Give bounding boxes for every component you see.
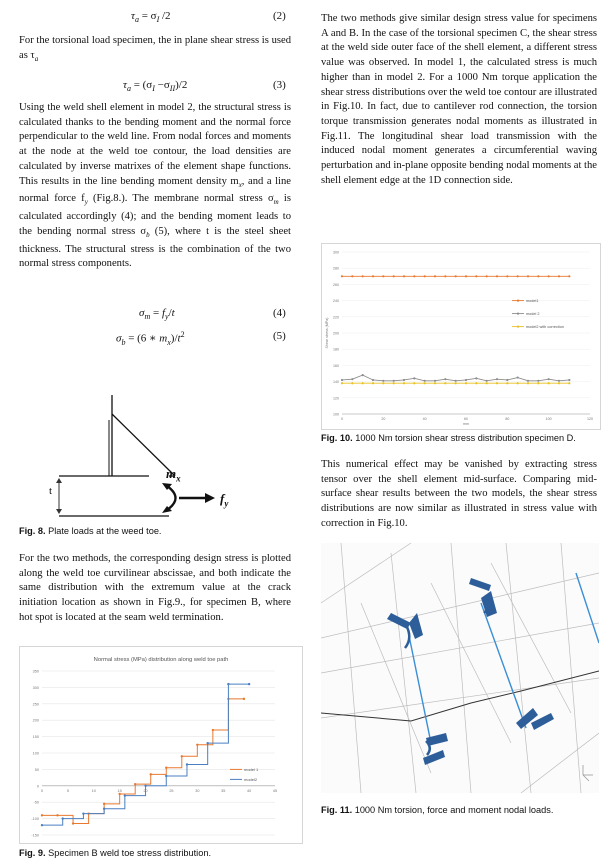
x-tick-label: 20 xyxy=(381,417,386,421)
data-point xyxy=(486,380,488,382)
data-point xyxy=(486,275,488,277)
paragraph: For the torsional load specimen, the in plane shear stress is used as $\tau_a$ xyxy=(19,35,291,63)
y-tick-label: -150 xyxy=(31,833,39,838)
x-tick-label: 0 xyxy=(40,788,44,793)
data-point xyxy=(362,374,364,376)
data-point xyxy=(424,275,426,277)
fig11-mesh-image xyxy=(321,543,599,793)
data-point xyxy=(537,380,539,382)
data-point xyxy=(181,755,183,757)
data-point xyxy=(517,382,519,384)
paragraph: Using the weld shell element in model 2, the structural stress is calculated thanks to the bending moment and the normal force perpendicular to the weld line. From nodal forces and moments at the node at the weld toe contour, the load densities are calculated by inverse matrixes of the element shape functions. This results in the line bending moment density $m_x$, and a line normal force $f_y$ (Fig.8.). The membrane normal stress $\sigma_m$ is calculated accordingly (4); and the bending moment leads to the bending normal stress $\sigma_b$ (5), where t is the steel sheet thickness. The structural stress is the combination of the two normal stress components. xyxy=(19,102,291,270)
data-point xyxy=(527,275,529,277)
data-point xyxy=(82,812,84,814)
paragraph: For the two methods, the corresponding design stress is plotted along the weld toe curvilinear abscissae, and both indicate the same distribution with the extremum value at the crack initiation location as shown in Fig.9., for specimen B, where hot spot is located at the seam weld termination. xyxy=(19,553,291,623)
y-tick-label: 220 xyxy=(333,315,339,320)
data-point xyxy=(56,814,58,816)
legend-label: model 1 xyxy=(244,766,259,772)
fig8-fy-label: $f_y$ xyxy=(220,491,229,509)
data-point xyxy=(227,683,229,685)
data-point xyxy=(72,822,74,824)
data-point xyxy=(393,382,395,384)
y-tick-label: 50 xyxy=(34,767,39,772)
data-point xyxy=(393,275,395,277)
y-tick-label: 100 xyxy=(333,412,339,417)
legend-marker xyxy=(517,326,519,328)
y-tick-label: 260 xyxy=(333,282,339,287)
y-tick-label: 240 xyxy=(333,299,339,304)
data-point xyxy=(372,275,374,277)
data-point xyxy=(341,382,343,384)
data-point xyxy=(517,275,519,277)
x-tick-label: 60 xyxy=(464,417,468,421)
data-point xyxy=(382,382,384,384)
data-point xyxy=(134,783,136,785)
y-tick-label: 200 xyxy=(32,718,39,723)
fig8-caption: Fig. 8. Plate loads at the weed toe. xyxy=(19,526,162,536)
y-tick-label: 120 xyxy=(333,396,339,401)
data-point xyxy=(124,794,126,796)
y-tick-label: 300 xyxy=(333,250,339,255)
legend-label: model2 xyxy=(244,776,258,782)
data-point xyxy=(341,275,343,277)
x-tick-label: 15 xyxy=(117,788,122,793)
data-point xyxy=(496,378,498,380)
data-point xyxy=(496,382,498,384)
x-tick-label: 40 xyxy=(422,417,427,421)
y-tick-label: 280 xyxy=(333,266,339,271)
legend-marker xyxy=(517,300,519,302)
fig9-chart xyxy=(19,646,303,844)
data-point xyxy=(475,275,477,277)
paragraph: The two methods give similar design stress value for specimens A and B. In the case of the torsional specimen C, the shear stress at the weld side outer face of the shell element, a different stress value was observed. In model 1, the calculated stress is much higher than in model 2. For a 1000 Nm torque application the shear stress distributions over the weld toe contour are illustrated in Fig.10. In fact, due to cantilever rod connection, the torsion torque transmission generates nodal moments as illustrated in Fig.11. The longitudinal shear load transmission with the induced nodal moment generates a circumferential waving perturbation and in-plane opposite bending nodal moments at the shell element edge at the 1D connection side. xyxy=(321,13,597,186)
x-tick-label: 25 xyxy=(169,788,174,793)
y-tick-label: 300 xyxy=(32,685,39,690)
fig10-chart xyxy=(321,243,601,430)
data-point xyxy=(341,379,343,381)
data-point xyxy=(568,275,570,277)
data-point xyxy=(413,382,415,384)
data-point xyxy=(206,742,208,744)
equation-4-number: (4) xyxy=(273,307,286,319)
equation-3-number: (3) xyxy=(273,79,286,91)
data-point xyxy=(424,380,426,382)
x-tick-label: 0 xyxy=(341,417,343,421)
data-point xyxy=(527,382,529,384)
data-point xyxy=(248,683,250,685)
data-point xyxy=(382,380,384,382)
data-point xyxy=(351,378,353,380)
data-point xyxy=(212,729,214,731)
fig9-title: Normal stress (MPa) distribution along weld toe path xyxy=(93,657,229,663)
x-tick-label: 40 xyxy=(246,788,252,793)
data-point xyxy=(444,382,446,384)
data-point xyxy=(486,382,488,384)
x-tick-label: 80 xyxy=(505,417,510,421)
data-point xyxy=(372,379,374,381)
x-tick-label: 120 xyxy=(587,417,593,421)
legend-label: model 2 xyxy=(526,312,540,317)
x-tick-label: 10 xyxy=(91,788,96,793)
data-point xyxy=(118,793,120,795)
data-point xyxy=(424,382,426,384)
data-point xyxy=(434,382,436,384)
data-point xyxy=(506,275,508,277)
y-tick-label: 150 xyxy=(32,735,39,740)
data-point xyxy=(351,275,353,277)
data-point xyxy=(475,377,477,379)
data-point xyxy=(186,763,188,765)
x-tick-label: 100 xyxy=(545,417,552,421)
data-point xyxy=(165,775,167,777)
fig11-caption: Fig. 11. 1000 Nm torsion, force and moment nodal loads. xyxy=(321,805,554,815)
data-point xyxy=(362,382,364,384)
y-tick-label: 200 xyxy=(333,331,339,336)
equation-3: $\tau_a = (\sigma_I -\sigma_{II})/2$ xyxy=(123,79,188,94)
data-point xyxy=(103,808,105,810)
data-point xyxy=(196,744,198,746)
y-tick-label: -100 xyxy=(31,817,39,822)
data-point xyxy=(548,382,550,384)
data-point xyxy=(62,817,64,819)
data-point xyxy=(403,382,405,384)
data-point xyxy=(434,275,436,277)
data-point xyxy=(403,275,405,277)
data-point xyxy=(548,378,550,380)
data-point xyxy=(568,382,570,384)
y-tick-label: 140 xyxy=(333,380,339,385)
data-point xyxy=(243,698,245,700)
data-point xyxy=(527,380,529,382)
x-tick-label: 20 xyxy=(143,788,148,793)
data-point xyxy=(351,382,353,384)
data-point xyxy=(558,382,560,384)
legend-label: model2 with correction xyxy=(526,325,564,330)
y-tick-label: 100 xyxy=(32,751,39,756)
y-tick-label: -50 xyxy=(33,800,39,805)
data-point xyxy=(413,377,415,379)
data-point xyxy=(465,382,467,384)
y-tick-label: 0 xyxy=(36,784,39,789)
fig10-caption: Fig. 10. 1000 Nm torsion shear stress distribution specimen D. xyxy=(321,433,576,443)
data-point xyxy=(455,275,457,277)
data-point xyxy=(444,275,446,277)
data-point xyxy=(455,382,457,384)
data-point xyxy=(517,376,519,378)
data-point xyxy=(103,803,105,805)
data-point xyxy=(558,380,560,382)
data-point xyxy=(506,382,508,384)
data-point xyxy=(496,275,498,277)
paragraph: This numerical effect may be vanished by extracting stress tensor over the shell element mid-surface. Comparing mid-surface shear results between the two models, the shear stress distributions are now similar as illustrated in stress value with correction in Fig.10. xyxy=(321,459,597,529)
legend-marker xyxy=(517,313,519,315)
data-point xyxy=(362,275,364,277)
data-point xyxy=(41,824,43,826)
data-point xyxy=(558,275,560,277)
x-tick-label: 35 xyxy=(221,788,226,793)
data-point xyxy=(455,380,457,382)
y-axis-label: Shear stress (MPa) xyxy=(325,317,329,349)
data-point xyxy=(444,378,446,380)
fig8-mx-label: $m_x$ xyxy=(166,466,181,484)
x-axis-label: mm xyxy=(463,422,469,426)
y-tick-label: 250 xyxy=(32,702,39,707)
series-line xyxy=(42,699,244,824)
fig8-diagram xyxy=(19,390,291,525)
equation-5-number: (5) xyxy=(273,330,286,342)
data-point xyxy=(506,379,508,381)
data-point xyxy=(393,380,395,382)
data-point xyxy=(41,814,43,816)
x-tick-label: 45 xyxy=(272,788,278,793)
y-tick-label: 180 xyxy=(333,347,339,352)
equation-5: $\sigma_b = (6$ ∗ $m_x)/t^2$ xyxy=(116,330,185,347)
data-point xyxy=(150,773,152,775)
data-point xyxy=(144,785,146,787)
data-point xyxy=(548,275,550,277)
data-point xyxy=(434,380,436,382)
data-point xyxy=(465,379,467,381)
data-point xyxy=(372,382,374,384)
y-tick-label: 160 xyxy=(333,363,339,368)
data-point xyxy=(475,382,477,384)
x-tick-label: 30 xyxy=(195,788,200,793)
fig8-t-label: t xyxy=(49,485,53,497)
legend-label: model1 xyxy=(526,299,539,304)
data-point xyxy=(413,275,415,277)
equation-2-number: (2) xyxy=(273,10,286,22)
data-point xyxy=(465,275,467,277)
data-point xyxy=(403,379,405,381)
data-point xyxy=(537,382,539,384)
x-tick-label: 5 xyxy=(66,788,69,793)
fig9-caption: Fig. 9. Specimen B weld toe stress distribution. xyxy=(19,848,211,858)
equation-2: $\tau_a = \sigma_I$ /2 xyxy=(131,10,171,25)
equation-4: $\sigma_m = f_y/t$ xyxy=(139,307,175,322)
data-point xyxy=(382,275,384,277)
data-point xyxy=(165,767,167,769)
data-point xyxy=(568,379,570,381)
y-tick-label: 350 xyxy=(32,669,39,674)
data-point xyxy=(537,275,539,277)
